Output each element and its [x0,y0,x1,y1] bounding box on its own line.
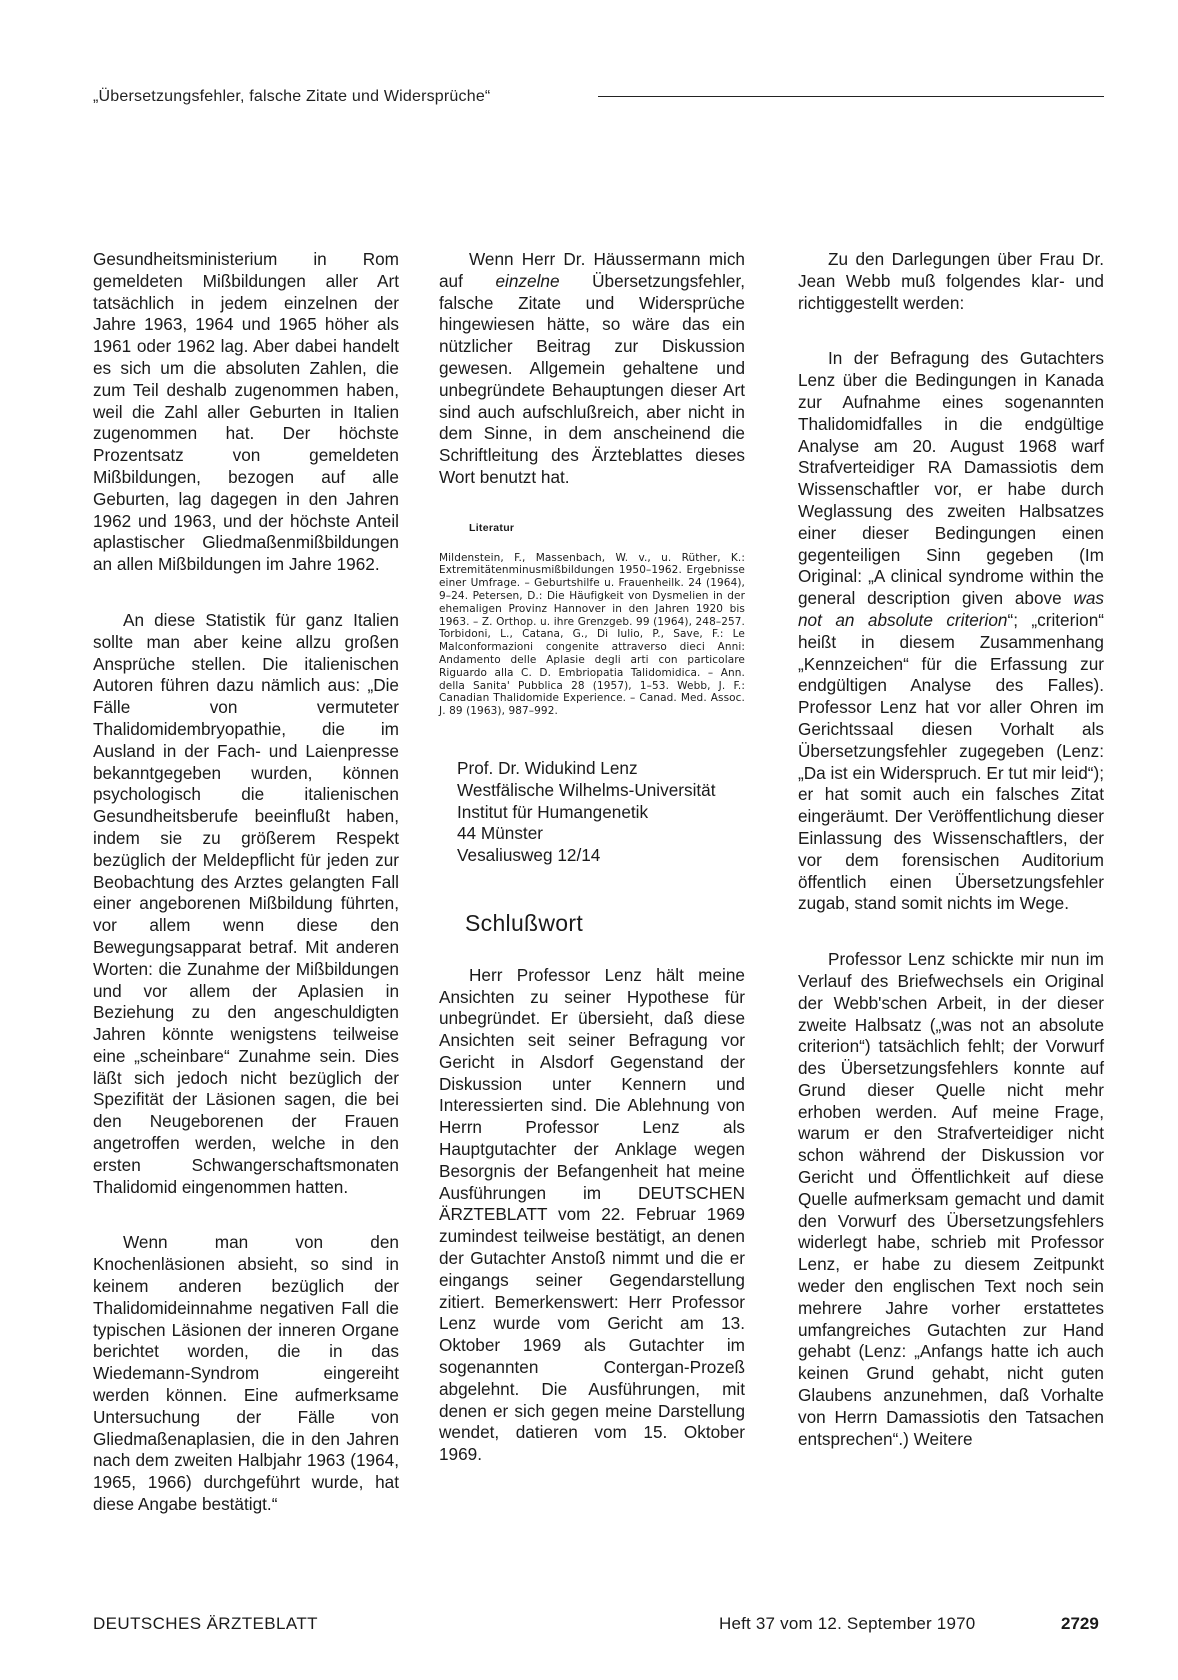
running-head: „Übersetzungsfehler, falsche Zitate und Widersprüche“ [93,88,491,105]
column1-paragraph-3: Wenn man von den Knochenläsionen absieht, so sind in keinem anderen bezüglich der Thalidomideinnahme negativen Fall die typischen Läsionen der inneren Organe berichtet worden, die in das Wiedemann-Syndrom eingereiht werden können. Eine aufmerksame Untersuchung der Fälle von Gliedmaßenaplasien, die in den Jahren nach dem zweiten Halbjahr 1963 (1964, 1965, 1966) durchgeführt wurde, hat diese Angabe bestätigt.“ [93,1232,399,1515]
column2-paragraph-1-start: Wenn Herr Dr. Häussermann mich auf [439,249,745,291]
column3-paragraph-3: Professor Lenz schickte mir nun im Verlauf des Briefwechsels ein Original der Webb'schen Arbeit, in der dieser zweite Halbsatz („was not an absolute criterion“) tatsächlich fehlt; der Vorwurf des Übersetzungsfehlers konnte auf Grund dieser Quelle nicht mehr erhoben werden. Auf meine Frage, warum er den Strafverteidiger nicht schon während der Diskussion vor Gericht und Öffentlichkeit auf diese Quelle aufmerksam gemacht und damit den Vorwurf des Übersetzungsfehlers widerlegt habe, schrieb mit Professor Lenz, er habe zu diesem Zeitpunkt weder den englischen Text noch sein mehrere Jahre vorher erstattetes umfangreiches Gutachten zur Hand gehabt (Lenz: „Anfangs hatte ich auch keinen Grund gehabt, nicht guten Glaubens anzunehmen, daß Vorhalte von Herrn Damassiotis den Tatsachen entsprechen“.) Weitere [798,949,1104,1449]
literature-heading: Literatur [469,521,515,534]
column-1 [93,249,399,1516]
reference-list: Mildenstein, F., Massenbach, W. v., u. Rüther, K.: Extremitätenminusmißbildungen 1950–1962. Ergebnisse einer Umfrage. – Geburtshilfe u. Frauenheilk. 24 (1964), 9–24. Petersen, D.: Die Häufigkeit von Dysmelien in der ehemaligen Provinz Hannover in den Jahren 1920 bis 1963. – Z. Orthop. u. ihre Grenzgeb. 99 (1964), 248–257. Torbidoni, L., Catana, G., Di Iulio, P., Save, F.: Le Malconformazioni congenite attraverso dieci Anni: Andamento delle Aplasie degli arti con particolare Riguardo alla C. D. Embriopatia Talidomidica. – Ann. della Sanita' Pubblica 28 (1957), 1–53. Webb, J. F.: Canadian Thalidomide Experience. – Canad. Med. Assoc. J. 89 (1963), 987–992. [439,551,745,718]
issue-info: Heft 37 vom 12. September 1970 [719,1614,976,1633]
column3-paragraph-2-start: In der Befragung des Gutachters Lenz über die Bedingungen in Kanada zur Aufnahme eines sogenannten Thalidomidfalles in die endgültige Analyse am 20. August 1968 warf Strafverteidiger RA Damassiotis dem Wissenschaftler vor, er habe durch Weglassung des zweiten Halbsatzes einer dieser Bedingungen einen gegenteiligen Sinn gegeben (Im Original: „A clinical syndrome within the general description given above [798,348,1104,609]
column2-paragraph-2: Herr Professor Lenz hält meine Ansichten zu seiner Hypothese für unbegründet. Er übersieht, daß diese Ansichten seit seiner Befragung vor Gericht in Alsdorf Gegenstand der Diskussion unter Kennern und Interessierten sind. Die Ablehnung von Herrn Professor Lenz als Hauptgutachter der Anklage wegen Besorgnis der Befangenheit hat meine Ausführungen im DEUTSCHEN ÄRZTEBLATT vom 22. Februar 1969 zumindest teilweise bestätigt, an denen der Gutachter Anstoß nimmt und die er eingangs seiner Gegendarstellung zitiert. Bemerkenswert: Herr Professor Lenz wurde vom Gericht am 13. Oktober 1969 als Gutachter im sogenannten Contergan-Prozeß abgelehnt. Die Ausführungen, mit denen er sich gegen meine Darstellung wendet, datieren vom 15. Oktober 1969. [439,964,745,1465]
column3-paragraph-1: Zu den Darlegungen über Frau Dr. Jean Webb muß folgendes klar- und richtiggestellt werden: [798,249,1104,313]
column2-paragraph-1-end: Übersetzungsfehler, falsche Zitate und Widersprüche hingewiesen hätte, so wäre das ein nützlicher Beitrag zur Diskussion gewesen. Allgemein gehaltene und unbegründete Behauptungen dieser Art sind auch aufschlußreich, aber nicht in dem Sinne, in dem anscheinend die Schriftleitung des Ärzteblattes dieses Wort benutzt hat. [439,270,745,487]
journal-name: DEUTSCHES ÄRZTEBLATT [93,1614,318,1633]
page-number: 2729 [1061,1614,1099,1633]
header-rule [598,96,1104,97]
column-2 [439,249,745,1466]
column-3 [798,249,1104,1450]
column3-paragraph-2 [798,348,1104,915]
column2-paragraph-1 [439,249,745,489]
address-line: Westfälische Wilhelms-Universität [457,779,716,800]
section-title: Schlußwort [465,909,584,936]
author-address [457,758,745,867]
column3-paragraph-2-end: “; „criterion“ heißt in diesem Zusammenhang „Kennzeichen“ für die Erfassung zur endgültigen Analyse des Falles). Professor Lenz hat vor aller Ohren im Gerichtssaal diesen Vorhalt als Übersetzungsfehler zugegeben (Lenz: „Da ist ein Widerspruch. Er tut mir leid“); er hat somit auch ein falsches Zitat eingeräumt. Der Veröffentlichung dieser Einlassung des Wissenschaftlers, der vor dem forensischen Auditorium öffentlich einen Übersetzungsfehler zugab, stand somit nichts im Wege. [798,609,1104,914]
address-line: Vesaliusweg 12/14 [457,845,601,866]
column3-paragraph-2-emphasis: was not an absolute criterion [798,588,1104,630]
column1-paragraph-1: Gesundheitsministerium in Rom gemeldeten Mißbildungen aller Art tatsächlich in jedem einzelnen der Jahre 1963, 1964 und 1965 höher als 1961 oder 1962 lag. Aber dabei handelt es sich um die absoluten Zahlen, die zum Teil deshalb zugenommen haben, weil die Zahl aller Geburten in Italien zugenommen hat. Der höchste Prozentsatz von gemeldeten Mißbildungen, bezogen auf alle Geburten, lag dagegen in den Jahren 1962 und 1963, und der höchste Anteil aplastischer Gliedmaßenmißbildungen an allen Mißbildungen im Jahre 1962. [93,249,399,575]
address-line: Prof. Dr. Widukind Lenz [457,757,638,778]
column2-paragraph-1-emphasis: einzelne [495,270,560,291]
address-line: 44 Münster [457,823,543,844]
address-line: Institut für Humangenetik [457,801,649,822]
column1-paragraph-2: An diese Statistik für ganz Italien sollte man aber keine allzu großen Ansprüche stellen. Die italienischen Autoren führen dazu nämlich aus: „Die Fälle von vermuteter Thalidomidembryopathie, die im Ausland in der Fach- und Laienpresse bekanntgegeben wurden, können psychologisch die italienischen Gesundheitsberufe beeinflußt haben, indem sie zu größerem Respekt bezüglich der Meldepflicht für jeden zur Beobachtung des Arztes gelangten Fall einer angeborenen Mißbildung führten, vor allem wenn diese den Bewegungsapparat betraf. Mit anderen Worten: die Zunahme der Mißbildungen und vor allem der Aplasien in Beziehung zu den angeschuldigten Jahren könnte wenigstens teilweise eine „scheinbare“ Zunahme sein. Dies läßt sich jedoch nicht bezüglich der Spezifität der Läsionen sagen, die bei den Neugeborenen der Frauen angetroffen werden, welche in den ersten Schwangerschaftsmonaten Thalidomid eingenommen hatten. [93,609,399,1197]
